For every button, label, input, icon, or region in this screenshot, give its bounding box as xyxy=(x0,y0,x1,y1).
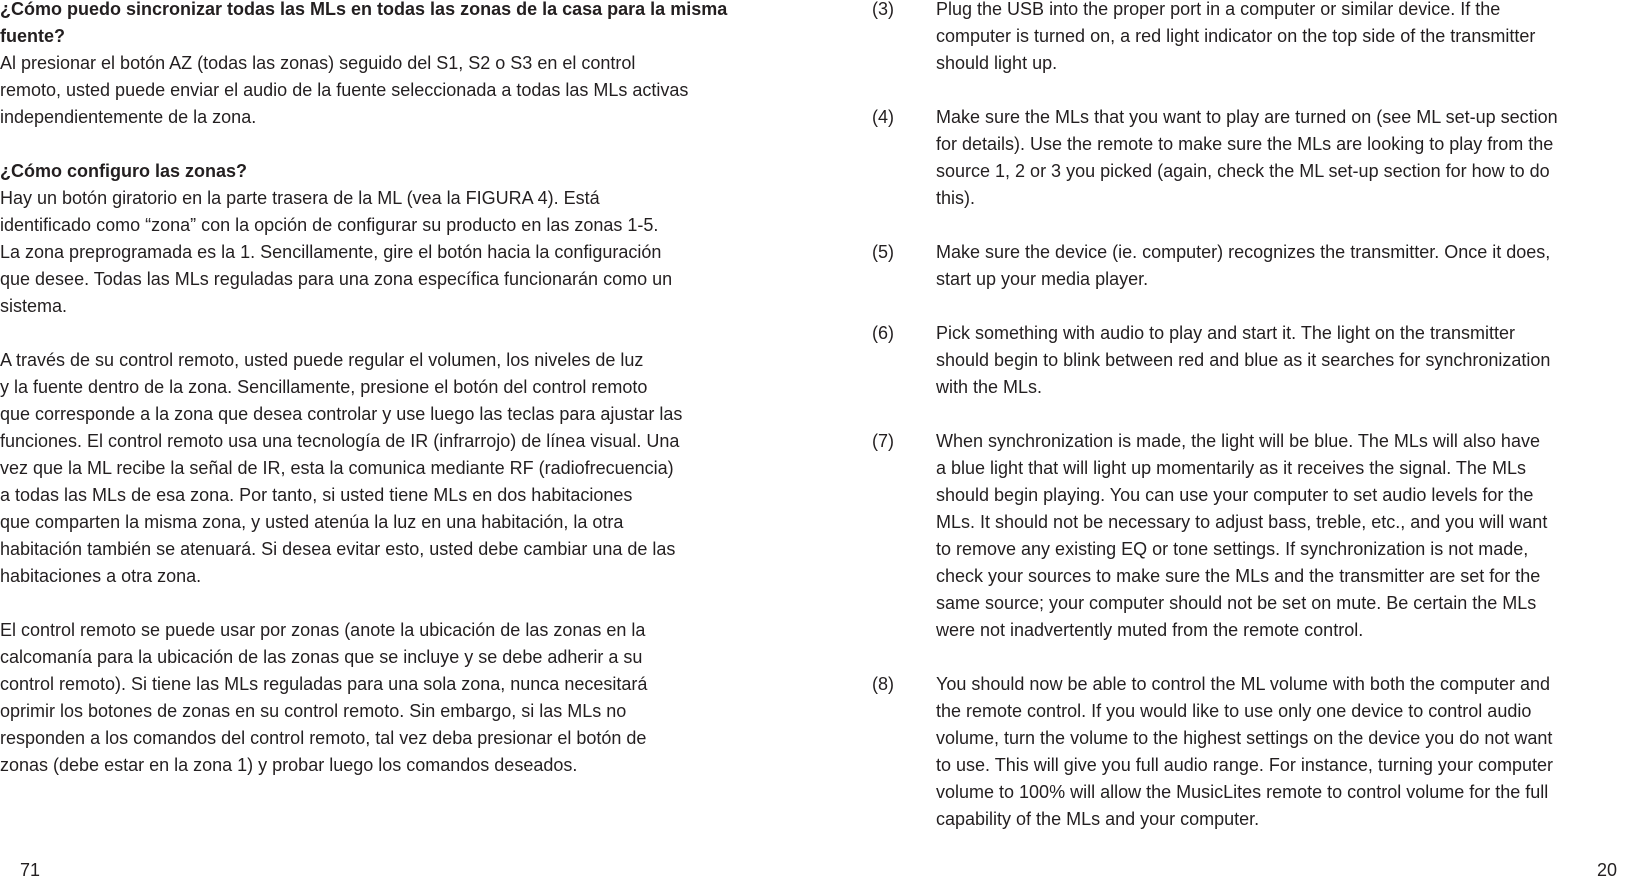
right-page-content xyxy=(872,0,1628,860)
faq-question: ¿Cómo puedo sincronizar todas las MLs en todas las zonas de la casa para la misma xyxy=(0,0,728,19)
step-line: to remove any existing EQ or tone settings. If synchronization is not made, xyxy=(936,539,1529,559)
step-line: Plug the USB into the proper port in a computer or similar device. If the xyxy=(936,0,1501,19)
step-text xyxy=(936,104,1628,212)
faq-configure-zones xyxy=(0,158,770,320)
step-line: were not inadvertently muted from the remote control. xyxy=(936,620,1364,640)
step-4 xyxy=(872,104,1628,212)
step-3 xyxy=(872,0,1628,77)
step-line: check your sources to make sure the MLs and the transmitter are set for the xyxy=(936,566,1541,586)
paragraph-line: vez que la ML recibe la señal de IR, esta la comunica mediante RF (radiofrecuencia) xyxy=(0,458,674,478)
step-text xyxy=(936,239,1628,293)
step-line: capability of the MLs and your computer. xyxy=(936,809,1260,829)
step-line: start up your media player. xyxy=(936,269,1149,289)
paragraph-line: responden a los comandos del control remoto, tal vez deba presionar el botón de xyxy=(0,728,647,748)
paragraph-line: zonas (debe estar en la zona 1) y probar luego los comandos deseados. xyxy=(0,755,578,775)
paragraph-line: control remoto). Si tiene las MLs reguladas para una sola zona, nunca necesitará xyxy=(0,674,648,694)
paragraph-line: funciones. El control remoto usa una tecnología de IR (infrarrojo) de línea visual. Una xyxy=(0,431,680,451)
step-line: a blue light that will light up momentarily as it receives the signal. The MLs xyxy=(936,458,1526,478)
step-text xyxy=(936,428,1628,644)
step-5 xyxy=(872,239,1628,293)
faq-answer-line: identificado como “zona” con la opción de configurar su producto en las zonas 1-5. xyxy=(0,215,659,235)
step-line: MLs. It should not be necessary to adjust bass, treble, etc., and you will want xyxy=(936,512,1548,532)
faq-answer-line: independientemente de la zona. xyxy=(0,107,257,127)
step-line: computer is turned on, a red light indicator on the top side of the transmitter xyxy=(936,26,1536,46)
step-line: When synchronization is made, the light will be blue. The MLs will also have xyxy=(936,431,1540,451)
step-line: to use. This will give you full audio range. For instance, turning your computer xyxy=(936,755,1553,775)
step-line: should light up. xyxy=(936,53,1058,73)
step-line: source 1, 2 or 3 you picked (again, check the ML set-up section for how to do xyxy=(936,161,1550,181)
left-page-content xyxy=(0,0,780,806)
paragraph-line: calcomanía para la ubicación de las zonas que se incluye y se debe adherir a su xyxy=(0,647,643,667)
step-7 xyxy=(872,428,1628,644)
step-line: for details). Use the remote to make sure the MLs are looking to play from the xyxy=(936,134,1554,154)
step-number: (7) xyxy=(872,431,894,451)
step-line: Make sure the device (ie. computer) recognizes the transmitter. Once it does, xyxy=(936,242,1551,262)
step-line: volume, turn the volume to the highest settings on the device you do not want xyxy=(936,728,1553,748)
paragraph-line: que comparten la misma zona, y usted atenúa la luz en una habitación, la otra xyxy=(0,512,624,532)
step-line: volume to 100% will allow the MusicLites remote to control volume for the full xyxy=(936,782,1549,802)
faq-answer-line: sistema. xyxy=(0,296,68,316)
step-8 xyxy=(872,671,1628,833)
paragraph-line: El control remoto se puede usar por zonas (anote la ubicación de las zonas en la xyxy=(0,620,646,640)
paragraph-remote-zone-control xyxy=(0,347,780,590)
paragraph-line: A través de su control remoto, usted puede regular el volumen, los niveles de luz xyxy=(0,350,644,370)
paragraph-line: habitación también se atenuará. Si desea evitar esto, usted debe cambiar una de las xyxy=(0,539,676,559)
step-line: with the MLs. xyxy=(936,377,1043,397)
paragraph-line: y la fuente dentro de la zona. Sencillamente, presione el botón del control remoto xyxy=(0,377,648,397)
step-line: You should now be able to control the ML volume with both the computer and xyxy=(936,674,1551,694)
left-page xyxy=(0,0,780,885)
page-number-right: 20 xyxy=(1597,860,1618,880)
step-line: should begin playing. You can use your computer to set audio levels for the xyxy=(936,485,1534,505)
paragraph-remote-by-zones xyxy=(0,617,780,779)
faq-answer-line: Al presionar el botón AZ (todas las zonas) seguido del S1, S2 o S3 en el control xyxy=(0,53,636,73)
step-line: Make sure the MLs that you want to play are turned on (see ML set-up section xyxy=(936,107,1558,127)
right-page xyxy=(872,0,1628,885)
paragraph-line: oprimir los botones de zonas en su control remoto. Sin embargo, si las MLs no xyxy=(0,701,627,721)
step-line: same source; your computer should not be set on mute. Be certain the MLs xyxy=(936,593,1537,613)
step-line: the remote control. If you would like to use only one device to control audio xyxy=(936,701,1532,721)
step-number: (4) xyxy=(872,107,894,127)
faq-answer-line: La zona preprogramada es la 1. Sencillamente, gire el botón hacia la configuración xyxy=(0,242,662,262)
step-6 xyxy=(872,320,1628,401)
step-number: (5) xyxy=(872,242,894,262)
faq-answer-line: remoto, usted puede enviar el audio de la fuente seleccionada a todas las MLs activas xyxy=(0,80,689,100)
step-text xyxy=(936,671,1628,833)
faq-question-cont: fuente? xyxy=(0,26,65,46)
step-text xyxy=(936,0,1628,77)
faq-answer-line: que desee. Todas las MLs reguladas para una zona específica funcionarán como un xyxy=(0,269,673,289)
step-number: (8) xyxy=(872,674,894,694)
step-line: should begin to blink between red and blue as it searches for synchronization xyxy=(936,350,1551,370)
step-text xyxy=(936,320,1628,401)
faq-question: ¿Cómo configuro las zonas? xyxy=(0,161,248,181)
paragraph-line: a todas las MLs de esa zona. Por tanto, si usted tiene MLs en dos habitaciones xyxy=(0,485,633,505)
paragraph-line: habitaciones a otra zona. xyxy=(0,566,202,586)
step-number: (6) xyxy=(872,323,894,343)
step-line: Pick something with audio to play and start it. The light on the transmitter xyxy=(936,323,1515,343)
paragraph-line: que corresponde a la zona que desea controlar y use luego las teclas para ajustar las xyxy=(0,404,683,424)
step-line: this). xyxy=(936,188,976,208)
faq-answer-line: Hay un botón giratorio en la parte trasera de la ML (vea la FIGURA 4). Está xyxy=(0,188,600,208)
step-number: (3) xyxy=(872,0,894,19)
faq-sync-all-zones xyxy=(0,0,770,131)
page-number-left: 71 xyxy=(20,860,41,880)
